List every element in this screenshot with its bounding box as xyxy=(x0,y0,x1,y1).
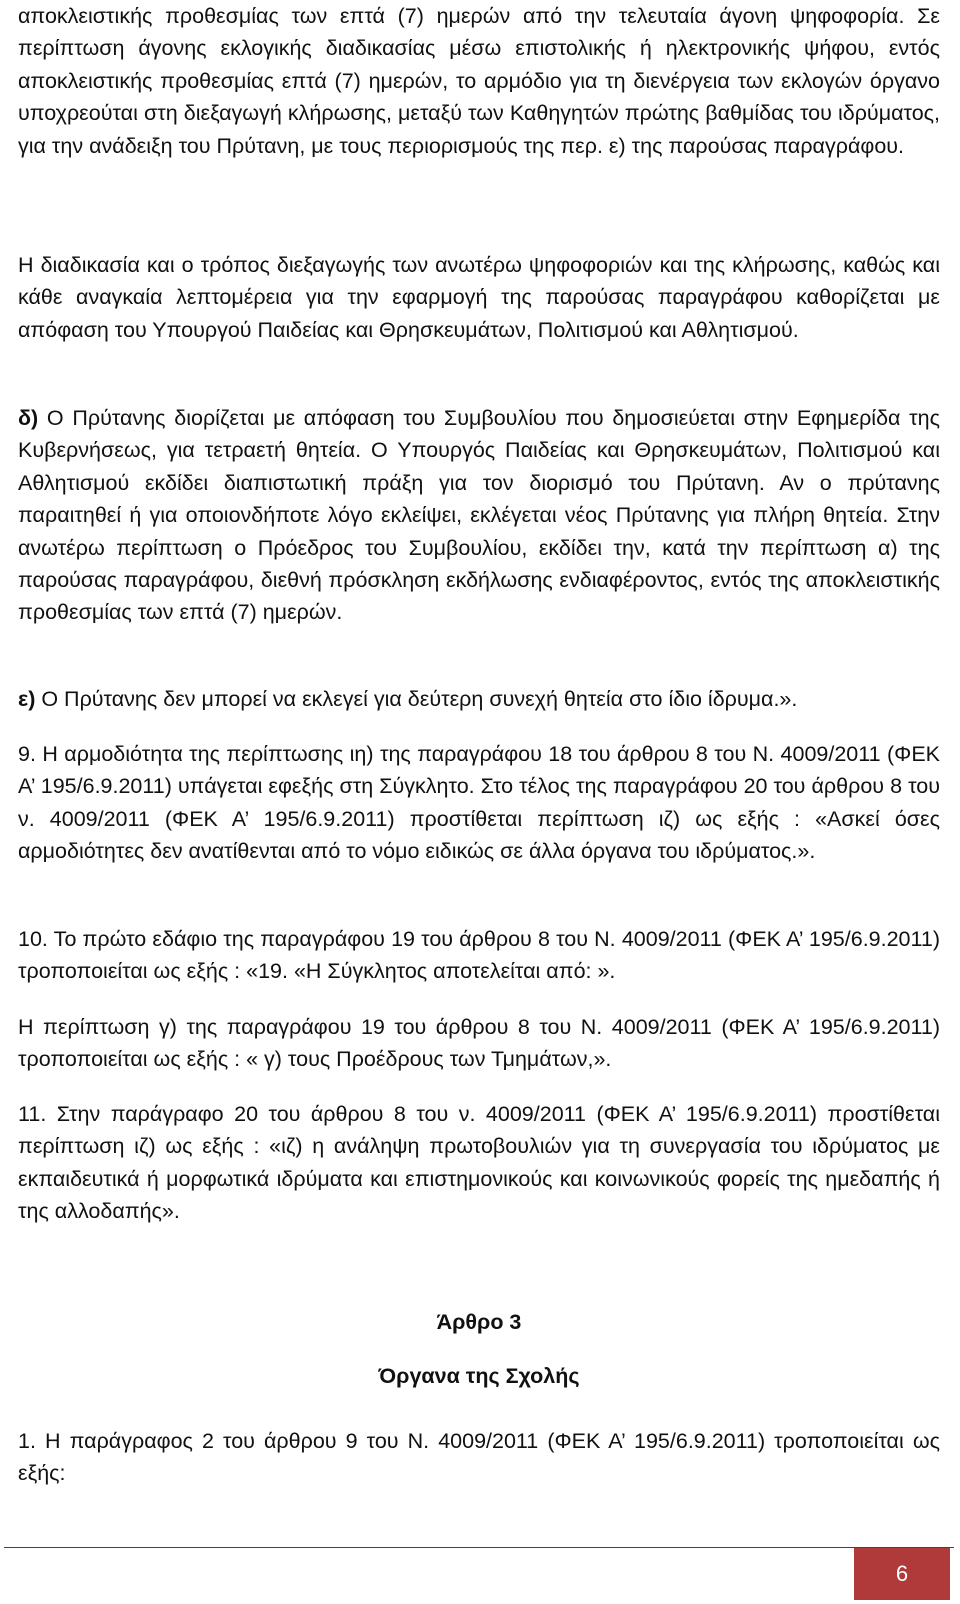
paragraph-2: Η διαδικασία και ο τρόπος διεξαγωγής των ανωτέρω ψηφοφοριών και της κλήρωσης, καθώς και κάθε αναγκαία λεπτομέρεια για την εφαρμογή της παρούσας παραγράφου καθορίζεται με απόφαση του Υπουργού Παιδείας και Θρησκευμάτων, Πολιτισμού και Αθλητισμού. xyxy=(18,253,940,342)
paragraph-5: 9. Η αρμοδιότητα της περίπτωσης ιη) της παραγράφου 18 του άρθρου 8 του Ν. 4009/2011 (ΦΕΚ Α’ 195/6.9.2011) υπάγεται εφεξής στη Σύγκλητο. Στο τέλος της παραγράφου 20 του άρθρου 8 του ν. 4009/2011 (ΦΕΚ Α’ 195/6.9.2011) προστίθεται περίπτωση ιζ) ως εξής : «Ασκεί όσες αρμοδιότητες δεν ανατίθενται από το νόμο ειδικώς σε άλλα όργανα του ιδρύματος.». xyxy=(18,742,940,864)
paragraph-4-text: Ο Πρύτανης δεν μπορεί να εκλεγεί για δεύτερη συνεχή θητεία στο ίδιο ίδρυμα.». xyxy=(35,687,798,711)
paragraph-8: 11. Στην παράγραφο 20 του άρθρου 8 του ν. 4009/2011 (ΦΕΚ Α’ 195/6.9.2011) προστίθεται περίπτωση ιζ) ως εξής : «ιζ) η ανάληψη πρωτοβουλιών για τη συνεργασία του ιδρύματος με εκπαιδευτικά ή μορφωτικά ιδρύματα και επιστημονικούς και κοινωνικούς φορείς της ημεδαπής ή της αλλοδαπής». xyxy=(18,1102,940,1224)
paragraph-4-lead: ε) xyxy=(18,687,36,711)
paragraph-1: αποκλειστικής προθεσμίας των επτά (7) ημερών από την τελευταία άγονη ψηφοφορία. Σε περίπτωση άγονης εκλογικής διαδικασίας μέσω επιστολικής ή ηλεκτρονικής ψήφου, εντός αποκλειστικής προθεσμίας επτά (7) ημερών, το αρμόδιο για τη διενέργεια των εκλογών όργανο υποχρεούται στη διεξαγωγή κλήρωσης, μεταξύ των Καθηγητών πρώτης βαθμίδας του ιδρύματος, για την ανάδειξη του Πρύτανη, με τους περιορισμούς της περ. ε) της παρούσας παραγράφου. xyxy=(18,4,940,158)
paragraph-4 xyxy=(18,683,940,715)
paragraph-3-lead: δ) xyxy=(18,406,39,430)
page-number: 6 xyxy=(854,1548,950,1600)
paragraph-9: 1. Η παράγραφος 2 του άρθρου 9 του Ν. 4009/2011 (ΦΕΚ Α’ 195/6.9.2011) τροποποιείται ως εξής: xyxy=(18,1429,940,1486)
paragraph-6: 10. Το πρώτο εδάφιο της παραγράφου 19 του άρθρου 8 του Ν. 4009/2011 (ΦΕΚ Α’ 195/6.9.2011) τροποποιείται ως εξής : «19. «Η Σύγκλητος αποτελείται από: ». xyxy=(18,927,940,984)
paragraph-3-text: Ο Πρύτανης διορίζεται με απόφαση του Συμβουλίου που δημοσιεύεται στην Εφημερίδα της Κυβερνήσεως, για τετραετή θητεία. Ο Υπουργός Παιδείας και Θρησκευμάτων, Πολιτισμού και Αθλητισμού εκδίδει διαπιστωτική πράξη για τον διορισμό του Πρύτανη. Αν ο πρύτανης παραιτηθεί ή για οποιονδήποτε λόγο εκλείψει, εκλέγεται νέος Πρύτανης για πλήρη θητεία. Στην ανωτέρω περίπτωση ο Πρόεδρος του Συμβουλίου, εκδίδει την, κατά την περίπτωση α) της παρούσας παραγράφου, διεθνή πρόσκληση εκδήλωσης ενδιαφέροντος, εντός της αποκλειστικής προθεσμίας των επτά (7) ημερών. xyxy=(18,406,940,625)
article-subheading: Όργανα της Σχολής xyxy=(378,1364,580,1388)
paragraph-3 xyxy=(18,402,940,629)
article-heading: Άρθρο 3 xyxy=(436,1310,522,1334)
footer-divider xyxy=(4,1547,954,1548)
paragraph-7: Η περίπτωση γ) της παραγράφου 19 του άρθρου 8 του Ν. 4009/2011 (ΦΕΚ Α’ 195/6.9.2011) τροποποιείται ως εξής : « γ) τους Προέδρους των Τμημάτων,». xyxy=(18,1015,940,1072)
